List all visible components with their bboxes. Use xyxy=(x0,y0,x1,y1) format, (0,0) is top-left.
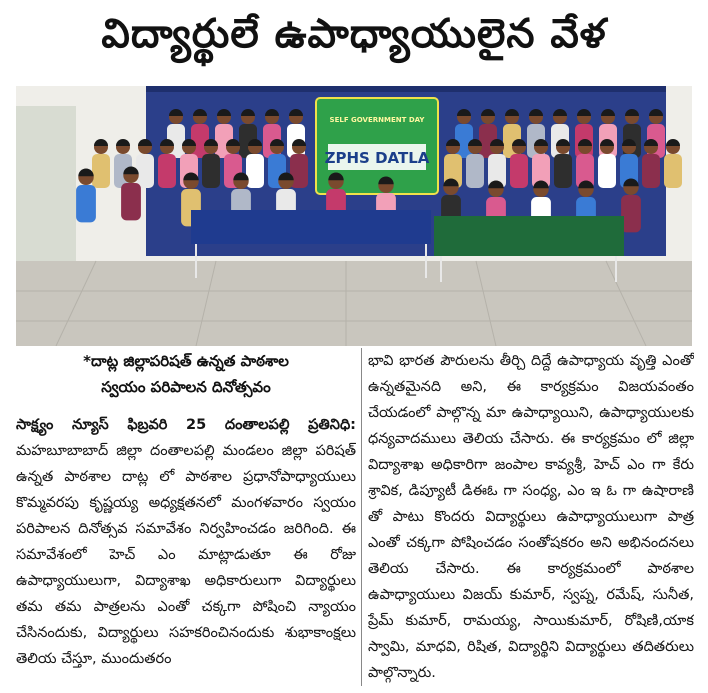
person-figure xyxy=(76,169,96,223)
person-figure xyxy=(466,139,484,188)
subheadline-line-2: స్వయం పరిపాలన దినోత్సవం xyxy=(101,378,271,396)
person-figure xyxy=(664,139,682,188)
person-figure xyxy=(202,139,220,188)
headline: విద్యార్థులే ఉపాధ్యాయులైన వేళ xyxy=(101,11,607,57)
subheadline xyxy=(16,348,356,404)
article-dateline: సాక్ష్యం న్యూస్ ఫిబ్రవరి 25 దంతాలపల్లి ప్రతినిధి: xyxy=(16,417,356,433)
person-figure xyxy=(621,178,641,232)
subheadline-line-1: *దాట్ల జిల్లాపరిషత్ ఉన్నత పాఠశాల xyxy=(83,352,289,370)
person-figure xyxy=(246,139,264,188)
banner-line-1: SELF GOVERNMENT DAY xyxy=(329,116,425,124)
article-body-right: భావి భారత పౌరులను తీర్చి దిద్దే ఉపాధ్యాయ వృత్తి ఎంతో ఉన్నతమైనది అని, ఈ కార్యక్రమం విజయవంతం చేయడంలో పాల్గొన్న మా ఉపాధ్యాయిని, ఉపాధ్యాయులకు ధన్యవాదములు తెలియ చేసారు. ఈ కార్యక్రమం లో జిల్లా విద్యాశాఖ అధికారిగా జంపాల కావ్యశ్రీ, హెచ్ ఎం గా కేరు శ్రావిక, డిప్యూటీ డిఈఓ గా సంధ్య, ఎం ఇ ఓ గా ఉషారాణి తో పాటు కొందరు విద్యార్థులు ఉపాధ్యాయులుగా పాత్ర ఎంతో చక్కగా పోషించడం సంతోషకరం అని అభినందనలు తెలియ చేసారు. ఈ కార్యక్రమంలో పాఠశాల ఉపాధ్యాయులు విజయ్ కుమార్, స్వప్న, రమేష్, సునీత, ప్రేమ్ కుమార్, రామయ్య, సాయికుమార్, రోషిణి,యాక స్వామి, మాధవి, రిషిత, విద్యార్థిని విద్యార్థులు తదితరులు పాల్గొన్నారు. xyxy=(368,353,694,681)
person-figure xyxy=(158,139,176,188)
person-figure xyxy=(554,139,572,188)
person-figure xyxy=(642,139,660,188)
person-figure xyxy=(598,139,616,188)
article-column-left xyxy=(16,412,356,690)
group-photo-illustration xyxy=(16,86,692,346)
person-figure xyxy=(92,139,110,188)
banner-line-2: ZPHS DATLA xyxy=(324,149,430,167)
person-figure xyxy=(121,167,141,221)
article-column-right xyxy=(368,348,694,688)
column-divider xyxy=(361,348,362,686)
person-figure xyxy=(510,139,528,188)
person-figure xyxy=(136,139,154,188)
group-photo xyxy=(16,86,692,346)
article-body-left: మహబూబాబాద్ జిల్లా దంతాలపల్లి మండలం జిల్లా పరిషత్ ఉన్నత పాఠశాల దాట్ల లో పాఠశాల ప్రధానోపాధ్యాయులు కొమ్మవరపు కృష్ణయ్య అధ్యక్షతనలో మంగళవారం స్వయం పరిపాలన దినోత్సవ సమావేశం నిర్వహించడం జరిగింది. ఈ సమావేశంలో హెచ్ ఎం మాట్లాడుతూ ఈ రోజు ఉపాధ్యాయులుగా, విద్యాశాఖ అధికారులుగా విద్యార్థులు తమ తమ పాత్రలను ఎంతో చక్కగా పోషించి న్యాయం చేసినందుకు, విద్యార్థులు సహకరించినందుకు శుభాకాంక్షలు తెలియ చేస్తూ, ముందుతరం xyxy=(16,443,356,667)
